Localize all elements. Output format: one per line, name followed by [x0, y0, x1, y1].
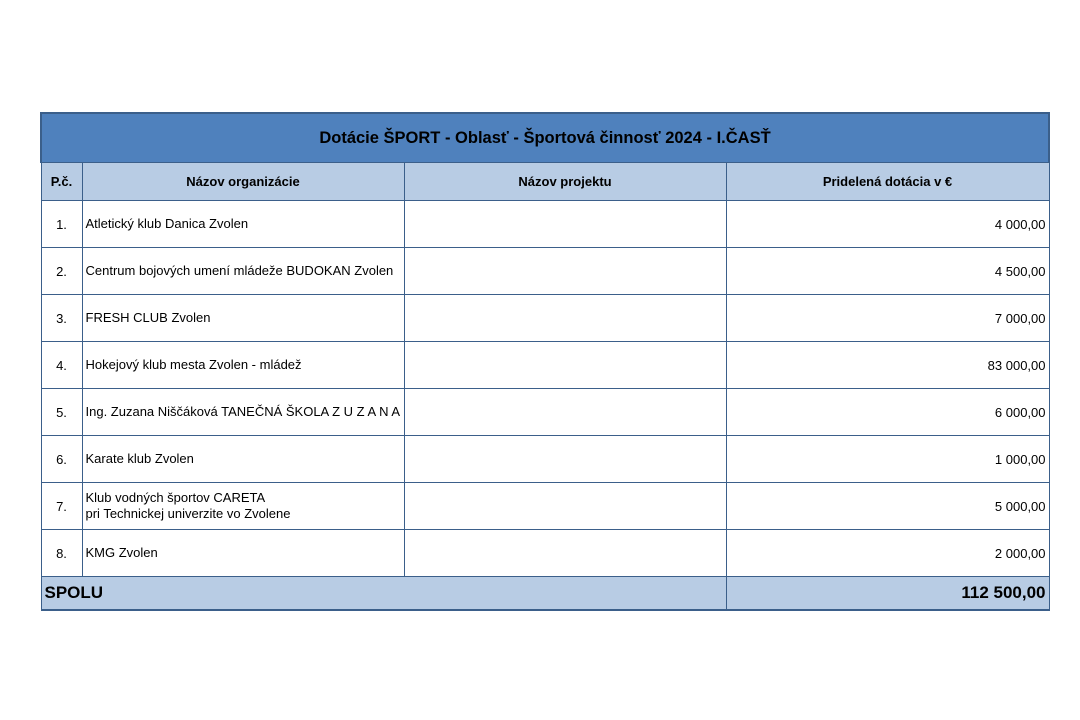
row-num: 4. — [41, 342, 82, 389]
grants-table — [40, 112, 1050, 611]
row-organization — [82, 483, 404, 530]
row-organization — [82, 389, 404, 436]
total-label: SPOLU — [41, 577, 726, 611]
row-num: 6. — [41, 436, 82, 483]
row-organization — [82, 530, 404, 577]
org-name: Centrum bojových umení mládeže BUDOKAN Zvolen — [85, 263, 394, 278]
row-project — [404, 483, 726, 530]
row-project — [404, 389, 726, 436]
table-row — [41, 483, 1049, 530]
row-amount: 4 000,00 — [726, 201, 1049, 248]
row-num: 3. — [41, 295, 82, 342]
org-name: Ing. Zuzana Niščáková TANEČNÁ ŠKOLA Z U Z A N A — [85, 404, 401, 419]
header-amount: Pridelená dotácia v € — [726, 163, 1049, 201]
row-organization — [82, 248, 404, 295]
row-num: 8. — [41, 530, 82, 577]
header-row — [41, 163, 1049, 201]
org-name: Karate klub Zvolen — [85, 451, 194, 466]
title-row — [41, 113, 1049, 163]
row-num: 7. — [41, 483, 82, 530]
org-name: Atletický klub Danica Zvolen — [85, 216, 249, 231]
total-value: 112 500,00 — [726, 577, 1049, 611]
table-row — [41, 295, 1049, 342]
row-project — [404, 530, 726, 577]
table-row — [41, 530, 1049, 577]
table-row — [41, 436, 1049, 483]
row-num: 5. — [41, 389, 82, 436]
row-project — [404, 436, 726, 483]
row-amount: 83 000,00 — [726, 342, 1049, 389]
header-organization: Názov organizácie — [82, 163, 404, 201]
row-amount: 6 000,00 — [726, 389, 1049, 436]
row-organization — [82, 295, 404, 342]
header-num: P.č. — [41, 163, 82, 201]
header-project: Názov projektu — [404, 163, 726, 201]
table-title: Dotácie ŠPORT - Oblasť - Športová činnosť 2024 - I.ČASŤ — [41, 113, 1049, 163]
row-project — [404, 342, 726, 389]
org-name-line2: pri Technickej univerzite vo Zvolene — [85, 506, 291, 521]
row-organization — [82, 201, 404, 248]
row-amount: 5 000,00 — [726, 483, 1049, 530]
row-num: 1. — [41, 201, 82, 248]
row-project — [404, 248, 726, 295]
row-amount: 1 000,00 — [726, 436, 1049, 483]
table-row — [41, 248, 1049, 295]
row-organization — [82, 342, 404, 389]
row-num: 2. — [41, 248, 82, 295]
row-project — [404, 201, 726, 248]
table-row — [41, 201, 1049, 248]
row-amount: 7 000,00 — [726, 295, 1049, 342]
row-amount: 4 500,00 — [726, 248, 1049, 295]
row-project — [404, 295, 726, 342]
total-row — [41, 577, 1049, 611]
org-name: Klub vodných športov CARETA — [85, 490, 266, 505]
table-row — [41, 389, 1049, 436]
row-amount: 2 000,00 — [726, 530, 1049, 577]
org-name: FRESH CLUB Zvolen — [85, 310, 211, 325]
org-name: KMG Zvolen — [85, 545, 158, 560]
row-organization — [82, 436, 404, 483]
table-row — [41, 342, 1049, 389]
org-name: Hokejový klub mesta Zvolen - mládež — [85, 357, 302, 372]
spreadsheet — [40, 112, 1048, 611]
